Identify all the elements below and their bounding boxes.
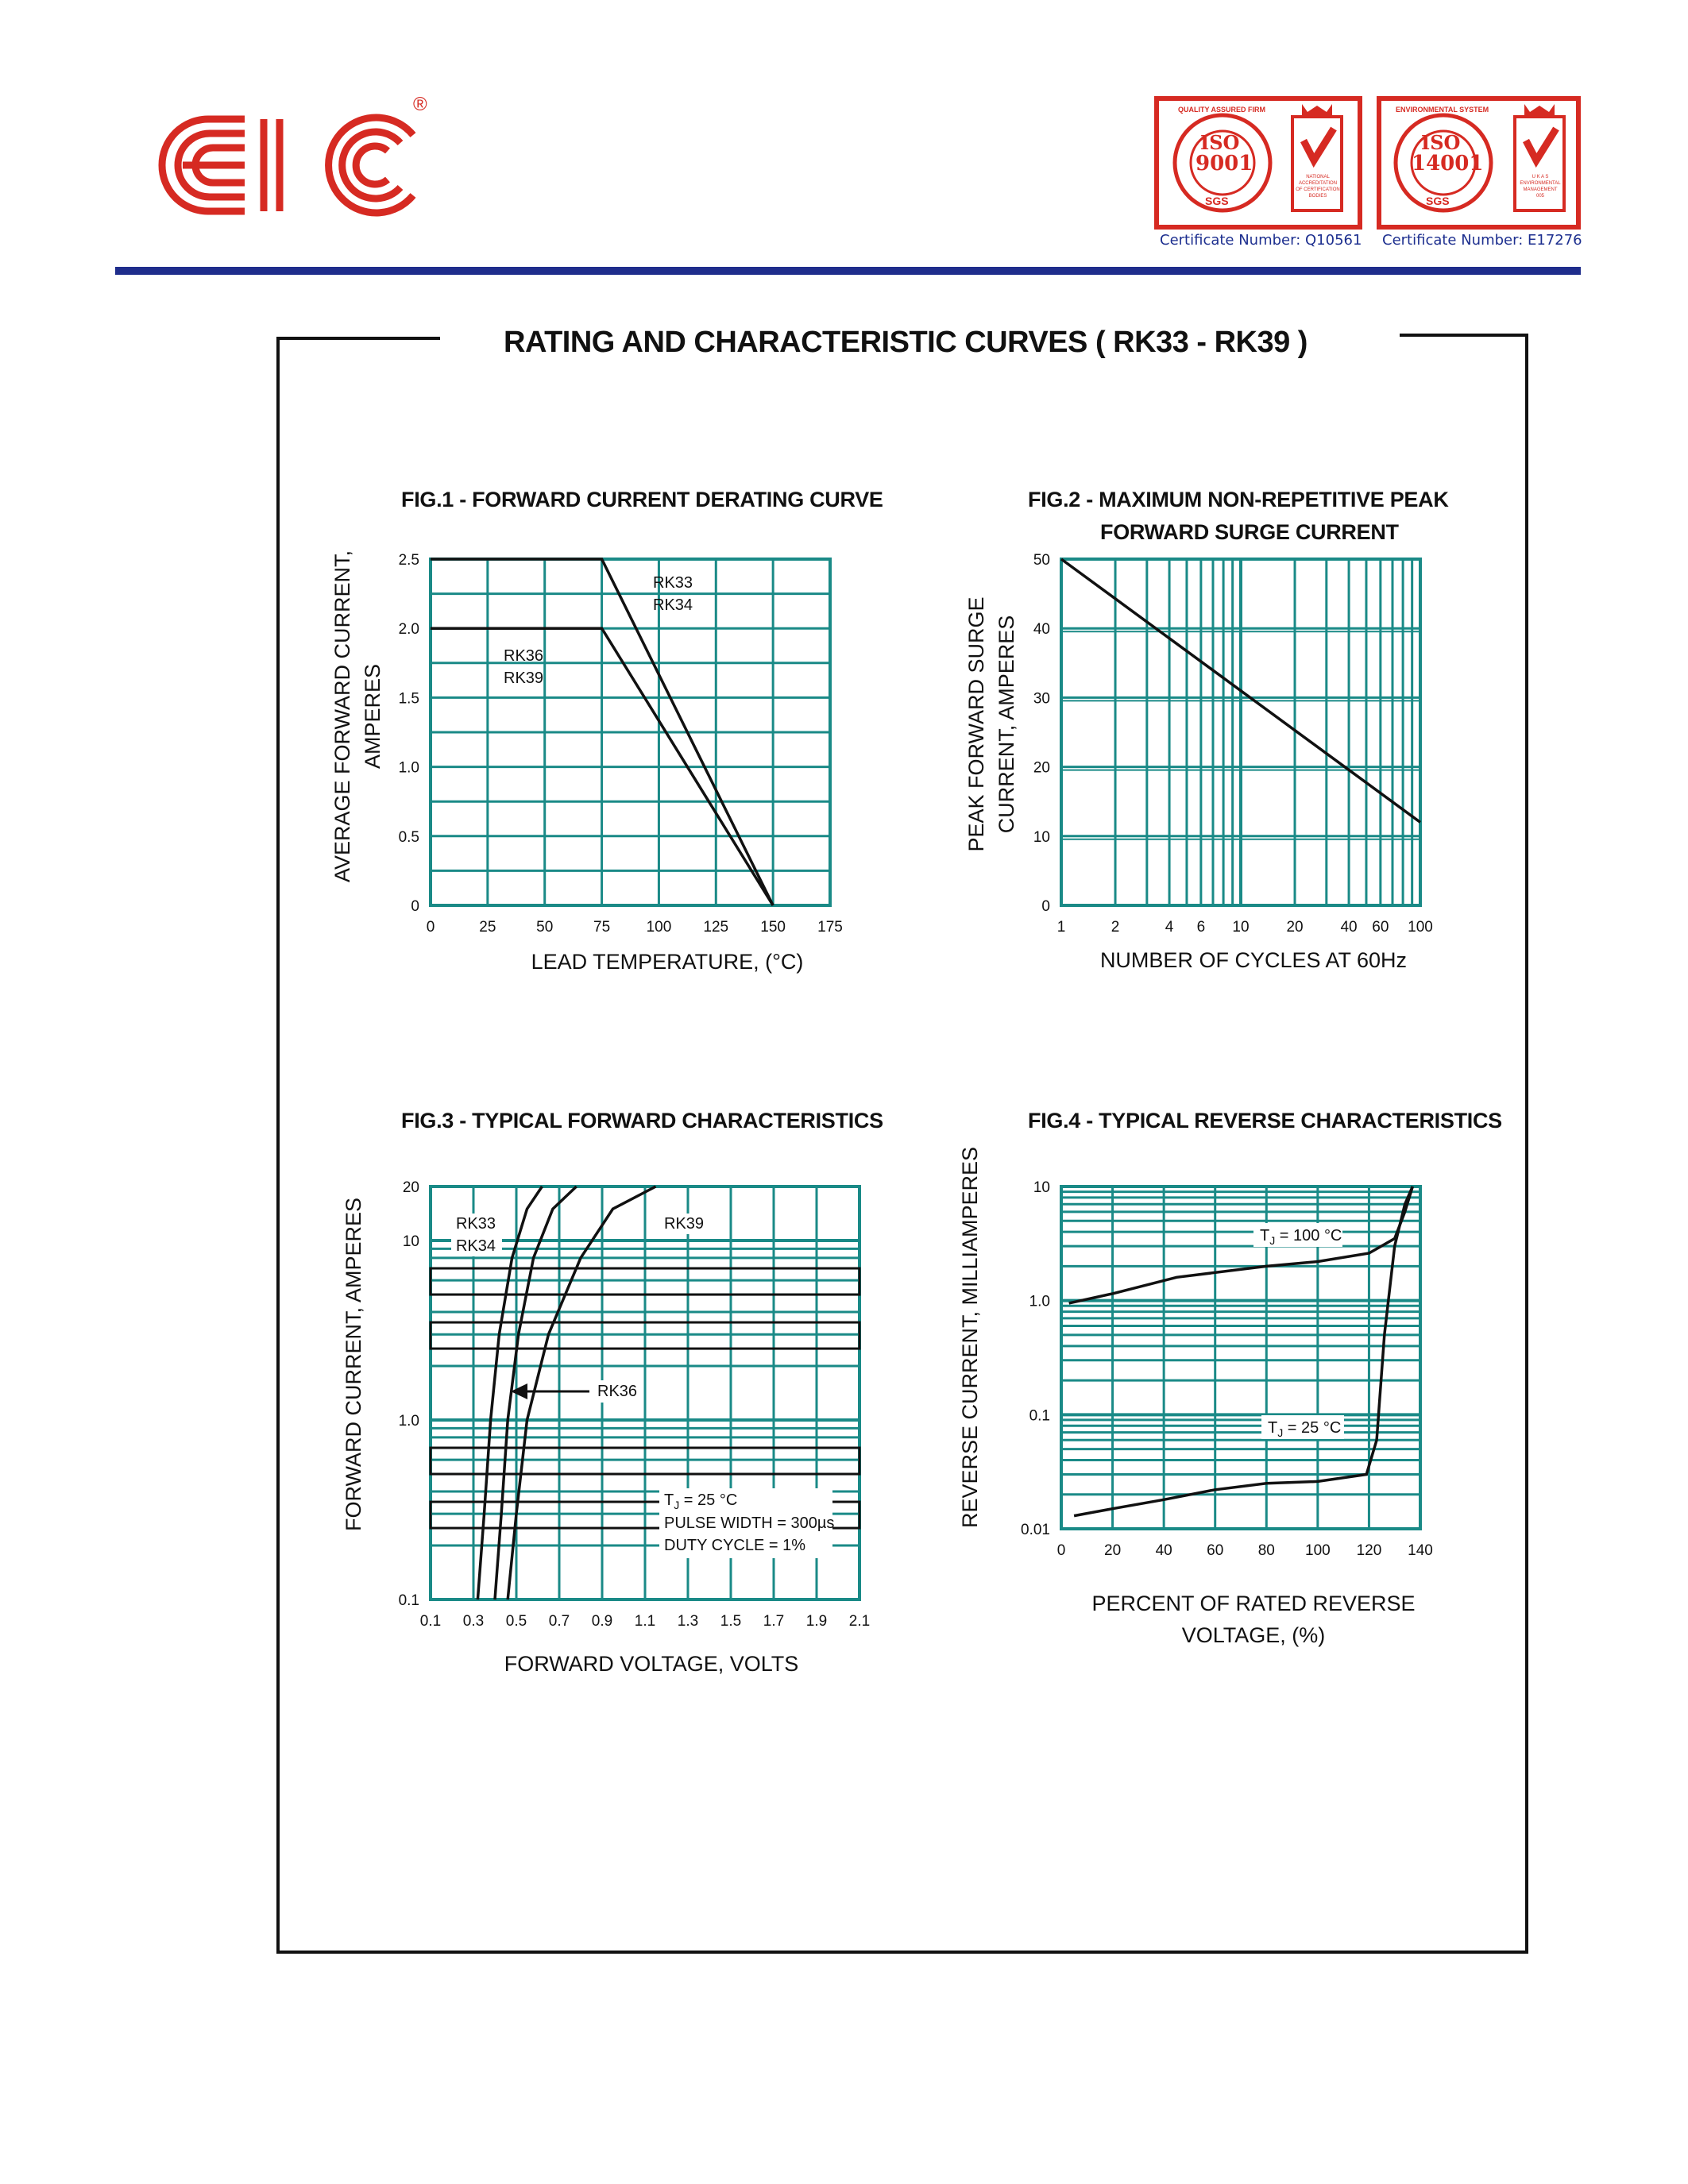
fig1-ytick-label: 1.5	[398, 690, 419, 708]
fig3-xtick-label: 1.1	[634, 1613, 656, 1630]
fig3-note-duty: DUTY CYCLE = 1%	[664, 1537, 806, 1554]
fig1-ytick-label: 2.5	[398, 552, 419, 569]
fig1-ytick-label: 0	[411, 898, 419, 915]
iso14001-iso-text: ISO	[1421, 131, 1461, 154]
fig3-xtick-label: 1.9	[805, 1613, 828, 1630]
fig3-xtick-label: 0.3	[462, 1613, 485, 1630]
fig1-ytick-label: 2.0	[398, 621, 419, 639]
fig2-xtick-label: 2	[1111, 919, 1120, 936]
fig4-grid	[1061, 1187, 1420, 1529]
fig2-xtick-label: 100	[1408, 919, 1433, 936]
fig1-xtick-label: 150	[760, 919, 786, 936]
fig3-ytick-label: 0.1	[398, 1592, 419, 1609]
iso14001-accreditation: U K A S ENVIRONMENTAL MANAGEMENT 005	[1520, 175, 1561, 199]
fig2-ytick-label: 10	[1033, 828, 1050, 846]
fig4-label-tj100: $T_J = 100$ °C	[1260, 1227, 1342, 1247]
fig3-note-pulse: PULSE WIDTH = 300µs	[664, 1515, 835, 1532]
fig3-xtick-label: 0.5	[505, 1613, 527, 1630]
fig1-xtick-label: 0	[426, 919, 435, 936]
fig3-ytick-label: 20	[402, 1179, 419, 1196]
fig2-ytick-label: 0	[1041, 898, 1050, 915]
fig2-ylabel-line1: PEAK FORWARD SURGE	[964, 596, 988, 852]
iso9001-ring-text: QUALITY ASSURED FIRM	[1178, 106, 1266, 114]
iso14001-num-text: 14001	[1412, 152, 1484, 176]
fig1-label-rk33: RK33	[653, 574, 693, 592]
fig3-note-tj: $T_J = 25$ °C	[664, 1491, 738, 1511]
fig1-title: FIG.1 - FORWARD CURRENT DERATING CURVE	[401, 488, 883, 511]
fig1-xtick-label: 25	[479, 919, 496, 936]
fig4-xtick-label: 0	[1056, 1542, 1066, 1559]
fig4-ytick-label: 0.1	[1029, 1407, 1050, 1425]
fig1-xtick-label: 50	[536, 919, 554, 936]
fig1-xtick-label: 175	[817, 919, 843, 936]
fig4-ylabel: REVERSE CURRENT, MILLIAMPERES	[958, 1146, 982, 1529]
iso9001-accreditation: NATIONAL ACCREDITATION OF CERTIFICATION BODIES	[1296, 175, 1340, 199]
page-title: RATING AND CHARACTERISTIC CURVES ( RK33 - RK39 )	[504, 326, 1308, 359]
cert-number-q10561: Certificate Number: Q10561	[1160, 232, 1362, 249]
fig2-xtick-label: 4	[1165, 919, 1174, 936]
fig2-xtick-label: 60	[1372, 919, 1389, 936]
fig2-ytick-label: 20	[1033, 759, 1050, 777]
fig2-xtick-label: 6	[1196, 919, 1206, 936]
iso14001-ring-text: ENVIRONMENTAL SYSTEM	[1396, 106, 1489, 114]
fig1-ytick-label: 1.0	[398, 759, 419, 777]
fig1-ytick-label: 0.5	[398, 828, 419, 846]
fig4-series-line-1	[1074, 1187, 1412, 1516]
fig4-xtick-label: 140	[1408, 1542, 1433, 1559]
fig2-xtick-label: 20	[1286, 919, 1304, 936]
fig1-xtick-label: 75	[593, 919, 611, 936]
fig3-ytick-label: 10	[402, 1233, 419, 1251]
fig3-xtick-label: 0.9	[591, 1613, 613, 1630]
fig2-xlabel: NUMBER OF CYCLES AT 60Hz	[1099, 948, 1408, 972]
fig3-label-rk34: RK34	[456, 1237, 496, 1255]
fig1-xlabel: LEAD TEMPERATURE, (°C)	[531, 950, 804, 974]
fig2-ytick-label: 50	[1033, 552, 1050, 569]
fig3-label-rk36: RK36	[597, 1383, 638, 1400]
iso9001-sgs-text: SGS	[1205, 195, 1229, 207]
fig2-ylabel-line2: CURRENT, AMPERES	[995, 615, 1018, 834]
fig1-ylabel-line1: AVERAGE FORWARD CURRENT,	[330, 550, 354, 883]
fig1-label-rk36: RK36	[504, 647, 544, 665]
fig4-xtick-label: 20	[1104, 1542, 1122, 1559]
fig3-xlabel: FORWARD VOLTAGE, VOLTS	[504, 1652, 799, 1676]
fig2-xtick-label: 1	[1056, 919, 1066, 936]
fig2-title-line2: FORWARD SURGE CURRENT	[1100, 520, 1399, 544]
fig1-ylabel-line2: AMPERES	[361, 663, 384, 770]
fig3-ytick-label: 1.0	[398, 1413, 419, 1430]
fig3-xtick-label: 0.1	[419, 1613, 442, 1630]
registered-mark: ®	[413, 94, 427, 115]
iso14001-sgs-text: SGS	[1426, 195, 1450, 207]
fig4-xlabel-line2: VOLTAGE, (%)	[1181, 1623, 1326, 1647]
iso9001-iso-text: ISO	[1200, 131, 1240, 154]
fig4-xtick-label: 60	[1207, 1542, 1224, 1559]
fig4-xtick-label: 80	[1257, 1542, 1275, 1559]
fig3-xtick-label: 1.7	[763, 1613, 785, 1630]
fig2-ytick-label: 30	[1033, 690, 1050, 708]
fig4-title: FIG.4 - TYPICAL REVERSE CHARACTERISTICS	[1028, 1109, 1502, 1133]
fig4-ticks	[1021, 1179, 1433, 1559]
fig1-label-rk34: RK34	[653, 596, 693, 614]
fig3-xtick-label: 2.1	[848, 1613, 871, 1630]
fig2-xtick-label: 40	[1340, 919, 1358, 936]
fig1-xtick-label: 100	[646, 919, 672, 936]
fig3-title: FIG.3 - TYPICAL FORWARD CHARACTERISTICS	[401, 1109, 883, 1133]
fig4-xtick-label: 100	[1305, 1542, 1331, 1559]
fig1-xtick-label: 125	[703, 919, 729, 936]
fig3-ylabel: FORWARD CURRENT, AMPERES	[342, 1197, 365, 1532]
fig4-ytick-label: 10	[1033, 1179, 1050, 1196]
fig1-label-rk39: RK39	[504, 669, 544, 687]
fig4-label-tj25: $T_J = 25$ °C	[1268, 1419, 1342, 1439]
fig4-xtick-label: 40	[1155, 1542, 1172, 1559]
fig2-ytick-label: 40	[1033, 621, 1050, 639]
cert-number-e17276: Certificate Number: E17276	[1382, 232, 1582, 249]
fig4-xlabel-line1: PERCENT OF RATED REVERSE	[1091, 1592, 1416, 1615]
fig3-xtick-label: 0.7	[548, 1613, 570, 1630]
fig4-plot-border	[1061, 1187, 1420, 1529]
fig3-label-rk33: RK33	[456, 1215, 496, 1233]
fig2-xtick-label: 10	[1232, 919, 1250, 936]
fig4-ytick-label: 0.01	[1021, 1522, 1050, 1538]
fig4-ytick-label: 1.0	[1029, 1293, 1050, 1310]
fig4-xtick-label: 120	[1356, 1542, 1382, 1559]
fig4-series	[1069, 1187, 1413, 1516]
fig3-label-rk39: RK39	[664, 1215, 705, 1233]
fig2-title-line1: FIG.2 - MAXIMUM NON-REPETITIVE PEAK	[1028, 488, 1449, 511]
fig3-xtick-label: 1.5	[720, 1613, 742, 1630]
iso9001-num-text: 9001	[1196, 152, 1253, 176]
fig3-xtick-label: 1.3	[677, 1613, 699, 1630]
